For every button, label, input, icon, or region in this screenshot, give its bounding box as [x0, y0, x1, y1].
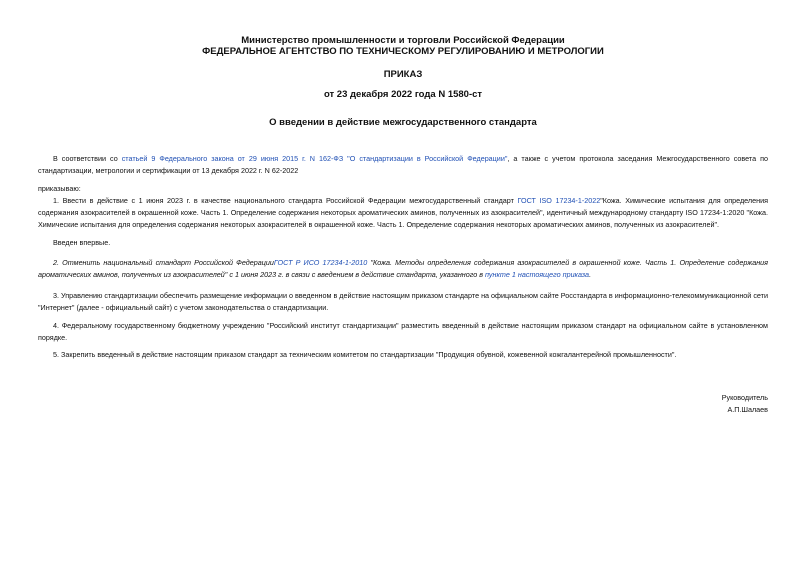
gost-iso-link[interactable]: ГОСТ ISO 17234-1-2022 — [517, 196, 601, 205]
document-date-number: от 23 декабря 2022 года N 1580-ст — [323, 89, 483, 100]
intro-paragraph — [38, 153, 768, 177]
ordered-label: приказываю: — [38, 184, 81, 193]
document-subject: О введении в действие межгосударственного стандарта — [269, 117, 537, 128]
item-4-paragraph: 4. Федеральному государственному бюджетному учреждению "Российский институт стандартизации" разместить введенный в действие настоящим приказом стандарт на официальном сайте в установленном порядке. — [38, 321, 768, 343]
item-1-prefix: 1. Ввести в действие с 1 июня 2023 г. в качестве национального стандарта Российской Федерации межгосударственный стандарт — [53, 196, 518, 205]
agency-name: ФЕДЕРАЛЬНОЕ АГЕНТСТВО ПО ТЕХНИЧЕСКОМУ РЕГУЛИРОВАНИЮ И МЕТРОЛОГИИ — [202, 46, 604, 57]
item-1-reference-link[interactable]: пункте 1 настоящего приказа — [484, 270, 590, 280]
item-2-middle: "Кожа. Методы определения содержания азокрасителей в окрашенной коже. Часть 1. Определение содержания ароматических аминов, полученных из азокрасителей" с 1 июня 2023 г. в связи с введением в действие стандарта, указанного в — [38, 258, 768, 280]
document-page — [38, 0, 768, 571]
federal-law-link[interactable]: статьей 9 Федерального закона от 29 июня 2015 г. N 162-ФЗ "О стандартизации в Российской Федерации" — [121, 154, 508, 163]
document-type: ПРИКАЗ — [383, 69, 423, 80]
introduced-first-note: Введен впервые. — [53, 238, 111, 247]
item-2-paragraph — [38, 257, 768, 281]
item-1-suffix: "Кожа. Химические испытания для определения содержания азокрасителей в окрашенной коже. Часть 1. Определение содержания некоторых ароматических аминов, полученных из азокрасителей", идентичный международному стандарту ISO 17234-1:2020 "Кожа. Химические испытания для определения содержания некоторых азокрасителей в окрашенной коже. Часть 1. Определение содержания некоторых ароматических аминов, полученных из азокрасителей". — [38, 196, 768, 230]
item-3-paragraph: 3. Управлению стандартизации обеспечить размещение информации о введенном в действие настоящим приказом стандарте на официальном сайте Росстандарта в информационно-телекоммуникационной сети "Интернет" (далее - официальный сайт) с учетом законодательства о стандартизации. — [38, 291, 768, 313]
item-2-prefix: 2. Отменить национальный стандарт Российской Федерации — [53, 258, 274, 267]
item-5-paragraph: 5. Закрепить введенный в действие настоящим приказом стандарт за техническим комитетом по стандартизации "Продукция обувной, кожевенной кожгалантерейной промышленности". — [53, 350, 677, 359]
item-1-paragraph — [38, 195, 768, 232]
ministry-name: Министерство промышленности и торговли Российской Федерации — [241, 35, 565, 46]
gost-r-iso-link[interactable]: ГОСТ Р ИСО 17234-1-2010 — [273, 258, 368, 267]
item-2-suffix: . — [589, 270, 592, 280]
intro-prefix: В соответствии со — [53, 154, 122, 163]
intro-suffix: , а также с учетом протокола заседания Межгосударственного совета по стандартизации, метрологии и сертификации от 13 декабря 2022 г. N 62-2022 — [38, 154, 768, 176]
signer-name: А.П.Шалаев — [727, 405, 768, 414]
signer-role: Руководитель — [721, 393, 768, 402]
